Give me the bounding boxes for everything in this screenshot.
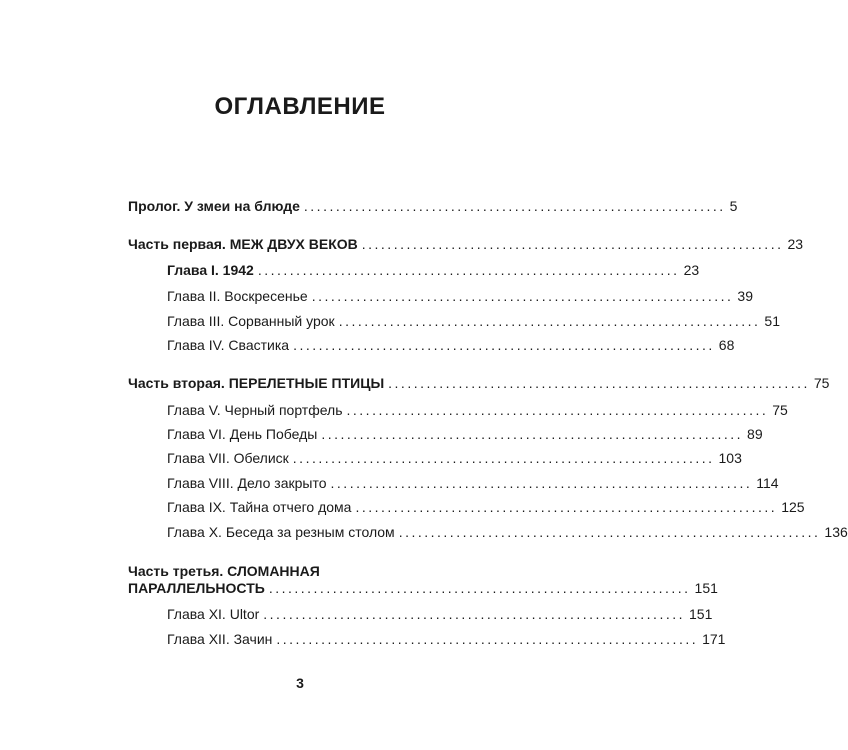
toc-entry-chapter[interactable] bbox=[167, 313, 780, 333]
dot-leader: .................................................................. bbox=[355, 499, 778, 515]
page-number: 3 bbox=[296, 675, 304, 691]
toc-entry-label: Пролог. У змеи на блюде bbox=[128, 198, 300, 214]
toc-entry-chapter[interactable] bbox=[167, 631, 726, 651]
toc-entry-page: 171 bbox=[702, 631, 726, 647]
toc-entry-label: Глава XI. Ultor bbox=[167, 606, 260, 622]
toc-entry-part-2[interactable] bbox=[128, 375, 830, 395]
toc-entry-page: 151 bbox=[689, 606, 713, 622]
dot-leader: .................................................................. bbox=[268, 580, 691, 596]
toc-entry-page: 89 bbox=[747, 426, 763, 442]
toc-entry-chapter[interactable] bbox=[167, 426, 763, 446]
toc-entry-label: Глава IV. Свастика bbox=[167, 337, 290, 353]
toc-entry-page: 151 bbox=[694, 580, 718, 596]
dot-leader: .................................................................. bbox=[263, 606, 685, 622]
toc-entry-label: Глава II. Воскресенье bbox=[167, 288, 308, 304]
dot-leader: .................................................................. bbox=[293, 337, 715, 353]
dot-leader: .................................................................. bbox=[361, 236, 784, 252]
toc-entry-chapter[interactable] bbox=[167, 262, 700, 282]
toc-entry-chapter[interactable] bbox=[167, 606, 713, 626]
toc-entry-label: ПАРАЛЛЕЛЬНОСТЬ bbox=[128, 580, 265, 596]
toc-entry-label: Глава VIII. Дело закрыто bbox=[167, 475, 327, 491]
toc-entry-label: Глава X. Беседа за резным столом bbox=[167, 524, 395, 540]
toc-entry-chapter[interactable] bbox=[167, 337, 735, 357]
toc-entry-chapter[interactable] bbox=[167, 288, 753, 308]
toc-entry-page: 51 bbox=[764, 313, 780, 329]
dot-leader: .................................................................. bbox=[276, 631, 699, 647]
toc-entry-chapter[interactable] bbox=[167, 499, 805, 519]
toc-entry-label: Часть первая. МЕЖ ДВУХ ВЕКОВ bbox=[128, 236, 358, 252]
toc-entry-page: 5 bbox=[729, 198, 738, 214]
dot-leader: .................................................................. bbox=[388, 375, 810, 391]
dot-leader: .................................................................. bbox=[338, 313, 761, 329]
dot-leader: .................................................................. bbox=[257, 262, 680, 278]
toc-entry-prologue[interactable] bbox=[128, 198, 738, 218]
toc-entry-label: Глава VI. День Победы bbox=[167, 426, 318, 442]
toc-entry-label: Глава IX. Тайна отчего дома bbox=[167, 499, 352, 515]
dot-leader: .................................................................. bbox=[346, 402, 769, 418]
toc-entry-page: 39 bbox=[737, 288, 753, 304]
toc-entry-chapter[interactable] bbox=[167, 524, 848, 544]
dot-leader: .................................................................. bbox=[330, 475, 753, 491]
toc-entry-chapter[interactable] bbox=[167, 475, 779, 495]
toc-entry-page: 75 bbox=[813, 375, 830, 391]
toc-entry-label: Часть вторая. ПЕРЕЛЕТНЫЕ ПТИЦЫ bbox=[128, 375, 385, 391]
toc-entry-page: 23 bbox=[787, 236, 804, 252]
toc-entry-label: Глава III. Сорванный урок bbox=[167, 313, 335, 329]
page-title: ОГЛАВЛЕНИЕ bbox=[214, 93, 386, 120]
toc-entry-part-1[interactable] bbox=[128, 236, 804, 256]
toc-entry-label: Глава VII. Обелиск bbox=[167, 450, 289, 466]
dot-leader: .................................................................. bbox=[398, 524, 821, 540]
toc-entry-label: Глава XII. Зачин bbox=[167, 631, 273, 647]
toc-entry-part-3-line1[interactable]: Часть третья. СЛОМАННАЯ bbox=[128, 563, 320, 579]
toc-entry-label: Глава I. 1942 bbox=[167, 262, 254, 278]
toc-entry-chapter[interactable] bbox=[167, 402, 788, 422]
toc-entry-label: Глава V. Черный портфель bbox=[167, 402, 343, 418]
toc-entry-page: 125 bbox=[781, 499, 805, 515]
toc-entry-page: 103 bbox=[718, 450, 742, 466]
toc-entry-page: 23 bbox=[683, 262, 700, 278]
toc-entry-page: 114 bbox=[756, 475, 779, 491]
toc-entry-page: 136 bbox=[824, 524, 848, 540]
toc-entry-part-3[interactable] bbox=[128, 580, 718, 600]
toc-entry-chapter[interactable] bbox=[167, 450, 742, 470]
dot-leader: .................................................................. bbox=[321, 426, 744, 442]
toc-entry-page: 75 bbox=[772, 402, 788, 418]
dot-leader: .................................................................. bbox=[303, 198, 726, 214]
dot-leader: .................................................................. bbox=[311, 288, 734, 304]
dot-leader: .................................................................. bbox=[292, 450, 715, 466]
toc-entry-page: 68 bbox=[718, 337, 735, 353]
